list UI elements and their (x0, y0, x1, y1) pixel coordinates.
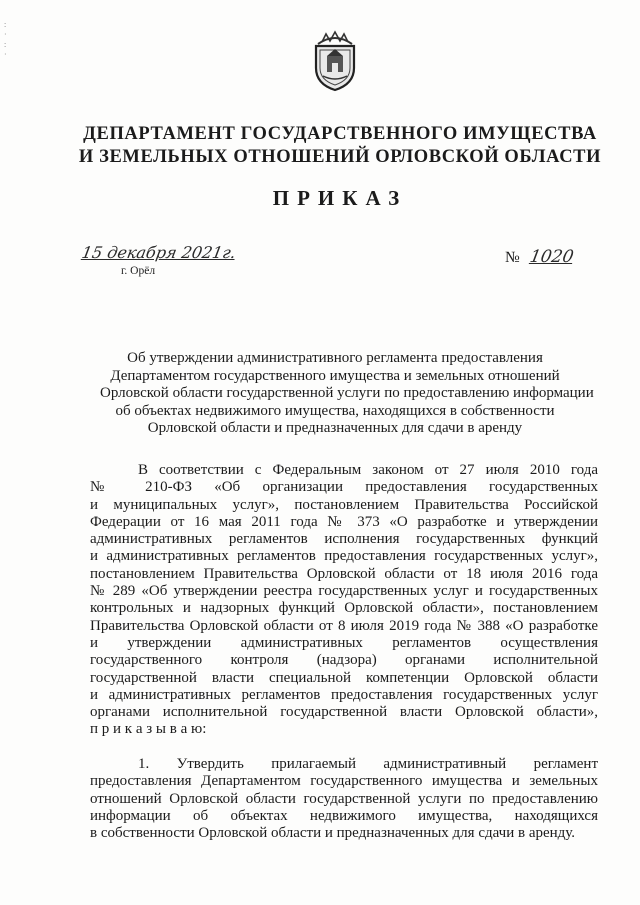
clause-line: информации об объектах недвижимого имущества, находящихся (90, 807, 598, 824)
department-line: ДЕПАРТАМЕНТ ГОСУДАРСТВЕННОГО ИМУЩЕСТВА (83, 124, 597, 144)
order-subject (100, 350, 594, 438)
preamble-line: Федерации от 16 мая 2011 года № 373 «О разработке и утверждении (90, 513, 598, 530)
number-label: № (505, 249, 520, 266)
handwritten-date: 15 декабря 2021г. (80, 243, 238, 262)
coat-of-arms-icon (310, 30, 360, 92)
scan-margin-marks: : · : · (4, 20, 7, 59)
preamble-line: органами исполнительной государственной власти Орловской области», (90, 704, 598, 721)
preamble-line: № 289 «Об утверждении реестра государственных услуг и государственных (90, 583, 598, 600)
subject-line: Орловской области и предназначенных для сдачи в аренду (147, 420, 523, 436)
department-name (60, 123, 620, 169)
preamble-line: п р и к а з ы в а ю: (90, 721, 207, 738)
subject-line: Орловской области государственной услуги по предоставлению информации (100, 385, 594, 401)
preamble-line: В соответствии с Федеральным законом от 27 июля 2010 года (138, 462, 598, 478)
clause-line: в собственности Орловской области и предназначенных для сдачи в аренду. (90, 825, 576, 842)
preamble-line: и административных регламентов предоставления государственных услуг (90, 686, 598, 703)
preamble-line: государственной власти специальной компетенции Орловской области (90, 669, 598, 686)
preamble-line: административных регламентов исполнения государственных функций (90, 531, 598, 548)
preamble-line: контрольных и надзорных функций Орловской области», постановлением (90, 600, 598, 617)
order-title: ПРИКАЗ (272, 186, 408, 210)
clause-line: 1. Утвердить прилагаемый административный регламент (138, 756, 598, 772)
preamble-line: государственного контроля (надзора) органами исполнительной (90, 652, 598, 669)
order-number (505, 247, 573, 267)
clause-line: предоставления Департаментом государственного имущества и земельных (90, 773, 598, 790)
subject-line: об объектах недвижимого имущества, находящихся в собственности (115, 402, 555, 419)
preamble-line: № 210-ФЗ «Об организации предоставления государственных (90, 479, 598, 496)
preamble-line: и административных регламентов предоставления государственных услуг», (90, 548, 598, 565)
clause-1 (90, 756, 598, 842)
city: г. Орёл (121, 265, 156, 277)
subject-line: Об утверждении административного регламента предоставления (127, 350, 543, 366)
preamble-line: постановлением Правительства Орловской области от 18 июля 2016 года (90, 565, 598, 582)
department-line: И ЗЕМЕЛЬНЫХ ОТНОШЕНИЙ ОРЛОВСКОЙ ОБЛАСТИ (78, 147, 602, 167)
preamble-line: и муниципальных услуг», постановлением Правительства Российской (90, 496, 598, 513)
preamble-paragraph (90, 462, 598, 739)
subject-line: Департаментом государственного имущества и земельных отношений (110, 367, 560, 384)
clause-line: отношений Орловской области государственной услуги по предоставлению (90, 790, 598, 807)
preamble-line: Правительства Орловской области от 8 июля 2019 года № 388 «О разработке (90, 617, 598, 634)
preamble-line: и утверждении административных регламентов осуществления (90, 634, 598, 651)
handwritten-number: 1020 (527, 247, 575, 267)
